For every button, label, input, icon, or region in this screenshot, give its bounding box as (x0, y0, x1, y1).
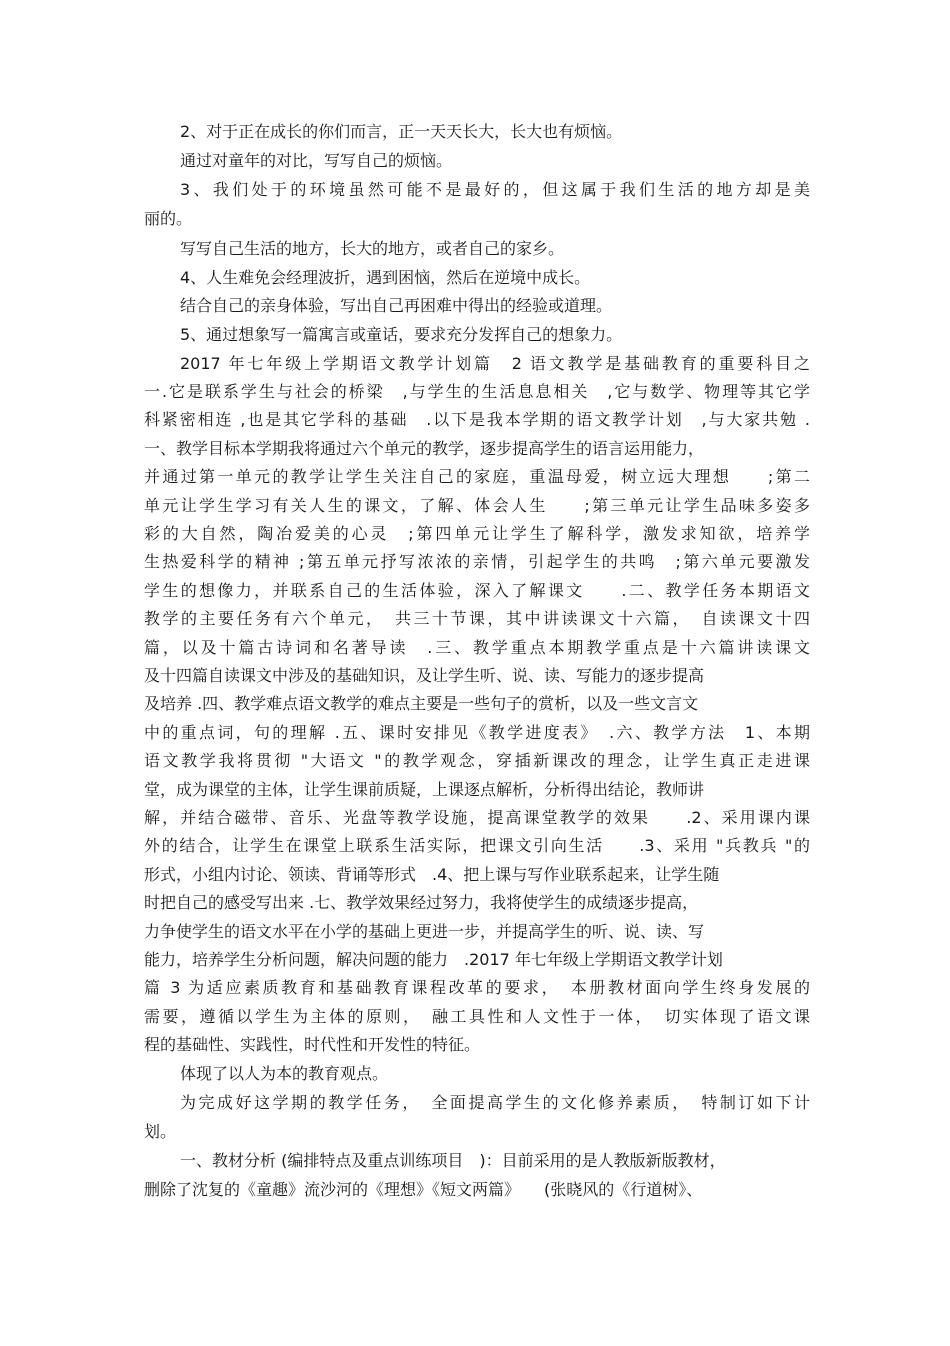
text-line: 2017 年七年级上学期语文教学计划篇 2 语文教学是基础教育的重要科目之 (180, 354, 810, 373)
text-line: 及培养 .四、教学难点语文教学的难点主要是一些句子的赏析，以及一些文言文 (144, 694, 699, 713)
text-line: 篇，以及十篇古诗词和名著导读 .三、教学重点本期教学重点是十六篇讲读课文 (144, 638, 810, 657)
text-line: 需要，遵循以学生为主体的原则， 融工具性和人文性于一体， 切实体现了语文课 (144, 1007, 810, 1026)
text-line: 形式，小组内讨论、领读、背诵等形式 .4、把上课与写作业联系起来，让学生随 (144, 865, 720, 884)
text-line: 单元让学生学习有关人生的课文，了解、体会人生 ;第三单元让学生品味多姿多 (144, 496, 810, 515)
text-line: 一、教材分析 (编排特点及重点训练项目 )：目前采用的是人教版新版教材， (180, 1151, 726, 1170)
text-line: 力争使学生的语文水平在小学的基础上更进一步，并提高学生的听、说、读、写 (144, 922, 705, 941)
text-line: 4、人生难免会经理波折，遇到困恼，然后在逆境中成长。 (180, 268, 591, 287)
text-line: 程的基础性、实践性，时代性和开发性的特征。 (144, 1035, 481, 1054)
text-line: 体现了以人为本的教育观点。 (180, 1064, 389, 1083)
text-line: 及十四篇自读课文中涉及的基础知识，及让学生听、说、读、写能力的逐步提高 (144, 666, 705, 685)
text-line: 教学的主要任务有六个单元， 共三十节课，其中讲读课文十六篇， 自读课文十四 (144, 609, 810, 628)
text-line: 划。 (144, 1122, 177, 1141)
text-line: 一.它是联系学生与社会的桥梁 ,与学生的生活息息相关 ,它与数学、物理等其它学 (144, 382, 810, 401)
text-line: 彩的大自然，陶冶爱美的心灵 ;第四单元让学生了解科学，激发求知欲，培养学 (144, 524, 810, 543)
text-line: 学生的想像力，并联系自己的生活体验，深入了解课文 .二、教学任务本期语文 (144, 581, 810, 600)
text-line: 能力，培养学生分析问题，解决问题的能力 .2017 年七年级上学期语文教学计划 (144, 950, 723, 969)
text-line: 外的结合，让学生在课堂上联系生活实际，把课文引向生活 .3、采用 "兵教兵 "的 (144, 836, 810, 855)
text-line: 语文教学我将贯彻 "大语文 "的教学观念，穿插新课改的理念，让学生真正走进课 (144, 751, 810, 770)
text-line: 一、教学目标本学期我将通过六个单元的教学，逐步提高学生的语言运用能力， (144, 439, 705, 458)
text-line: 删除了沈复的《童趣》流沙河的《理想》《短文两篇》 (张晓风的《行道树》、 (144, 1180, 703, 1199)
text-line: 时把自己的感受写出来 .七、教学效果经过努力，我将使学生的成绩逐步提高， (144, 893, 699, 912)
text-line: 为完成好这学期的教学任务， 全面提高学生的文化修养素质， 特制订如下计 (180, 1093, 810, 1112)
text-line: 堂，成为课堂的主体，让学生课前质疑，上课逐点解析，分析得出结论，教师讲 (144, 780, 705, 799)
text-line: 解，并结合磁带、音乐、光盘等教学设施，提高课堂教学的效果 .2、采用课内课 (144, 808, 810, 827)
text-line: 篇 3 为适应素质教育和基础教育课程改革的要求， 本册教材面向学生终身发展的 (144, 978, 810, 997)
text-line: 生热爱科学的精神 ;第五单元抒写浓浓的亲情，引起学生的共鸣 ;第六单元要激发 (144, 552, 810, 571)
text-line: 丽的。 (144, 209, 193, 228)
text-line: 科紧密相连 ,也是其它学科的基础 .以下是我本学期的语文教学计划 ,与大家共勉 . (144, 410, 810, 429)
text-line: 结合自己的亲身体验，写出自己再困难中得出的经验或道理。 (180, 296, 613, 315)
text-line: 3、我们处于的环境虽然可能不是最好的，但这属于我们生活的地方却是美 (180, 180, 810, 199)
text-line: 2、对于正在成长的你们而言，正一天天长大，长大也有烦恼。 (180, 122, 623, 141)
text-line: 写写自己生活的地方，长大的地方，或者自己的家乡。 (180, 239, 565, 258)
text-line: 通过对童年的对比，写写自己的烦恼。 (180, 151, 453, 170)
text-line: 中的重点词，句的理解 .五、课时安排见《教学进度表》 .六、教学方法 1、本期 (144, 723, 810, 742)
text-line: 并通过第一单元的教学让学生关注自己的家庭，重温母爱，树立远大理想 ;第二 (144, 467, 810, 486)
text-line: 5、通过想象写一篇寓言或童话，要求充分发挥自己的想象力。 (180, 325, 623, 344)
